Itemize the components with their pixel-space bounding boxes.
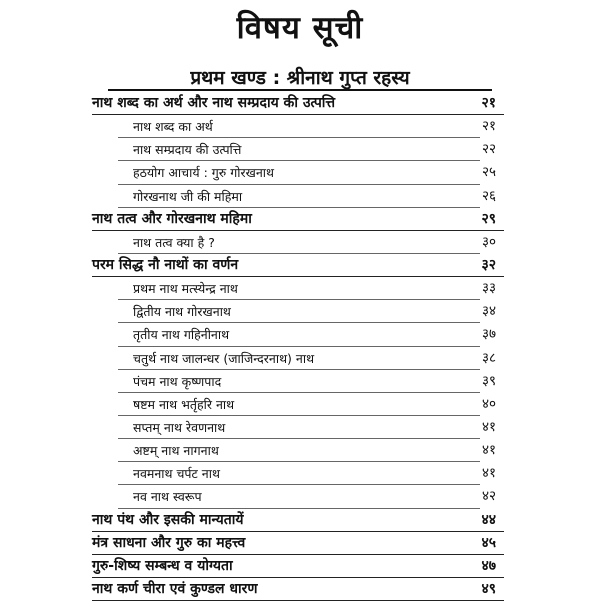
- toc-entry-title: नाथ सम्प्रदाय की उत्पत्ति: [133, 142, 242, 158]
- toc-chapter-row: [0, 532, 600, 555]
- toc-entry-title: नव नाथ स्वरूप: [133, 489, 202, 505]
- toc-page-number: २१: [481, 118, 496, 135]
- toc-page-number: ३४: [481, 303, 496, 320]
- toc-entry-title: परम सिद्ध नौ नाथों का वर्णन: [92, 256, 239, 273]
- toc-page-number: २५: [481, 164, 496, 181]
- toc-entry-title: नाथ शब्द का अर्थ: [133, 119, 213, 135]
- table-of-contents: [0, 92, 600, 601]
- page-title: विषय सूची: [236, 10, 364, 46]
- toc-entry-title: चतुर्थ नाथ जालन्धर (जाजिन्दरनाथ) नाथ: [133, 350, 315, 366]
- toc-page-number: ३९: [481, 372, 496, 389]
- toc-subtopic-row: [0, 485, 600, 508]
- toc-entry-title: गुरु-शिष्य सम्बन्ध व योग्यता: [92, 557, 233, 574]
- toc-subtopic-row: [0, 439, 600, 462]
- toc-page-number: ४४: [481, 511, 496, 528]
- toc-chapter-row: [0, 208, 600, 231]
- toc-page-number: ४७: [481, 557, 496, 574]
- toc-entry-title: द्वितीय नाथ गोरखनाथ: [133, 304, 231, 320]
- toc-subtopic-row: [0, 393, 600, 416]
- toc-chapter-row: [0, 254, 600, 277]
- toc-page-number: ४१: [481, 465, 496, 482]
- toc-entry-title: मंत्र साधना और गुरु का महत्त्व: [92, 534, 246, 551]
- toc-entry-title: पंचम नाथ कृष्णपाद: [133, 373, 222, 389]
- toc-entry-title: नाथ शब्द का अर्थ और नाथ सम्प्रदाय की उत्पत्ति: [92, 95, 336, 111]
- toc-entry-title: नाथ तत्व और गोरखनाथ महिमा: [92, 210, 252, 227]
- toc-entry-title: नवमनाथ चर्पट नाथ: [133, 466, 220, 482]
- toc-page-number: ४१: [481, 418, 496, 435]
- toc-page-number: ३८: [481, 349, 496, 366]
- toc-subtopic-row: [0, 277, 600, 300]
- section-underline: [108, 89, 492, 91]
- toc-entry-title: सप्तम् नाथ रेवणनाथ: [133, 419, 226, 435]
- toc-page-number: ३०: [481, 233, 496, 250]
- toc-chapter-row: [0, 555, 600, 578]
- toc-chapter-row: [0, 92, 600, 115]
- toc-page-number: २१: [481, 95, 496, 111]
- toc-subtopic-row: [0, 231, 600, 254]
- toc-entry-title: नाथ कर्ण चीरा एवं कुण्डल धारण: [92, 580, 258, 597]
- section-title: प्रथम खण्ड : श्रीनाथ गुप्त रहस्य: [190, 67, 410, 89]
- toc-page-number: ४०: [481, 395, 496, 412]
- toc-page-number: ४९: [481, 580, 496, 597]
- toc-entry-title: षष्टम नाथ भर्तृहरि नाथ: [133, 396, 235, 412]
- toc-subtopic-row: [0, 138, 600, 161]
- toc-entry-title: नाथ पंथ और इसकी मान्यतायें: [92, 511, 244, 528]
- toc-entry-title: गोरखनाथ जी की महिमा: [133, 188, 243, 204]
- toc-subtopic-row: [0, 347, 600, 370]
- toc-entry-title: तृतीय नाथ गहिनीनाथ: [133, 327, 230, 343]
- toc-entry-title: नाथ तत्व क्या है ?: [133, 234, 215, 250]
- toc-subtopic-row: [0, 300, 600, 323]
- toc-subtopic-row: [0, 161, 600, 184]
- toc-chapter-row: [0, 509, 600, 532]
- toc-subtopic-row: [0, 115, 600, 138]
- toc-page-number: ३७: [481, 326, 496, 343]
- toc-page-number: २९: [481, 210, 496, 227]
- toc-entry-title: प्रथम नाथ मत्स्येन्द्र नाथ: [133, 281, 238, 297]
- toc-page-number: ३३: [481, 280, 496, 297]
- toc-subtopic-row: [0, 462, 600, 485]
- toc-subtopic-row: [0, 323, 600, 346]
- toc-subtopic-row: [0, 185, 600, 208]
- toc-page-number: ४१: [481, 442, 496, 459]
- toc-page-number: २६: [481, 187, 496, 204]
- toc-chapter-row: [0, 578, 600, 601]
- toc-page-number: ४५: [481, 534, 496, 551]
- toc-entry-title: हठयोग आचार्य : गुरु गोरखनाथ: [133, 165, 275, 181]
- toc-page-number: २२: [481, 141, 496, 158]
- toc-subtopic-row: [0, 370, 600, 393]
- toc-subtopic-row: [0, 416, 600, 439]
- toc-page-number: ३२: [481, 256, 496, 273]
- toc-entry-title: अष्टम् नाथ नागनाथ: [133, 443, 219, 459]
- toc-page-number: ४२: [481, 488, 496, 505]
